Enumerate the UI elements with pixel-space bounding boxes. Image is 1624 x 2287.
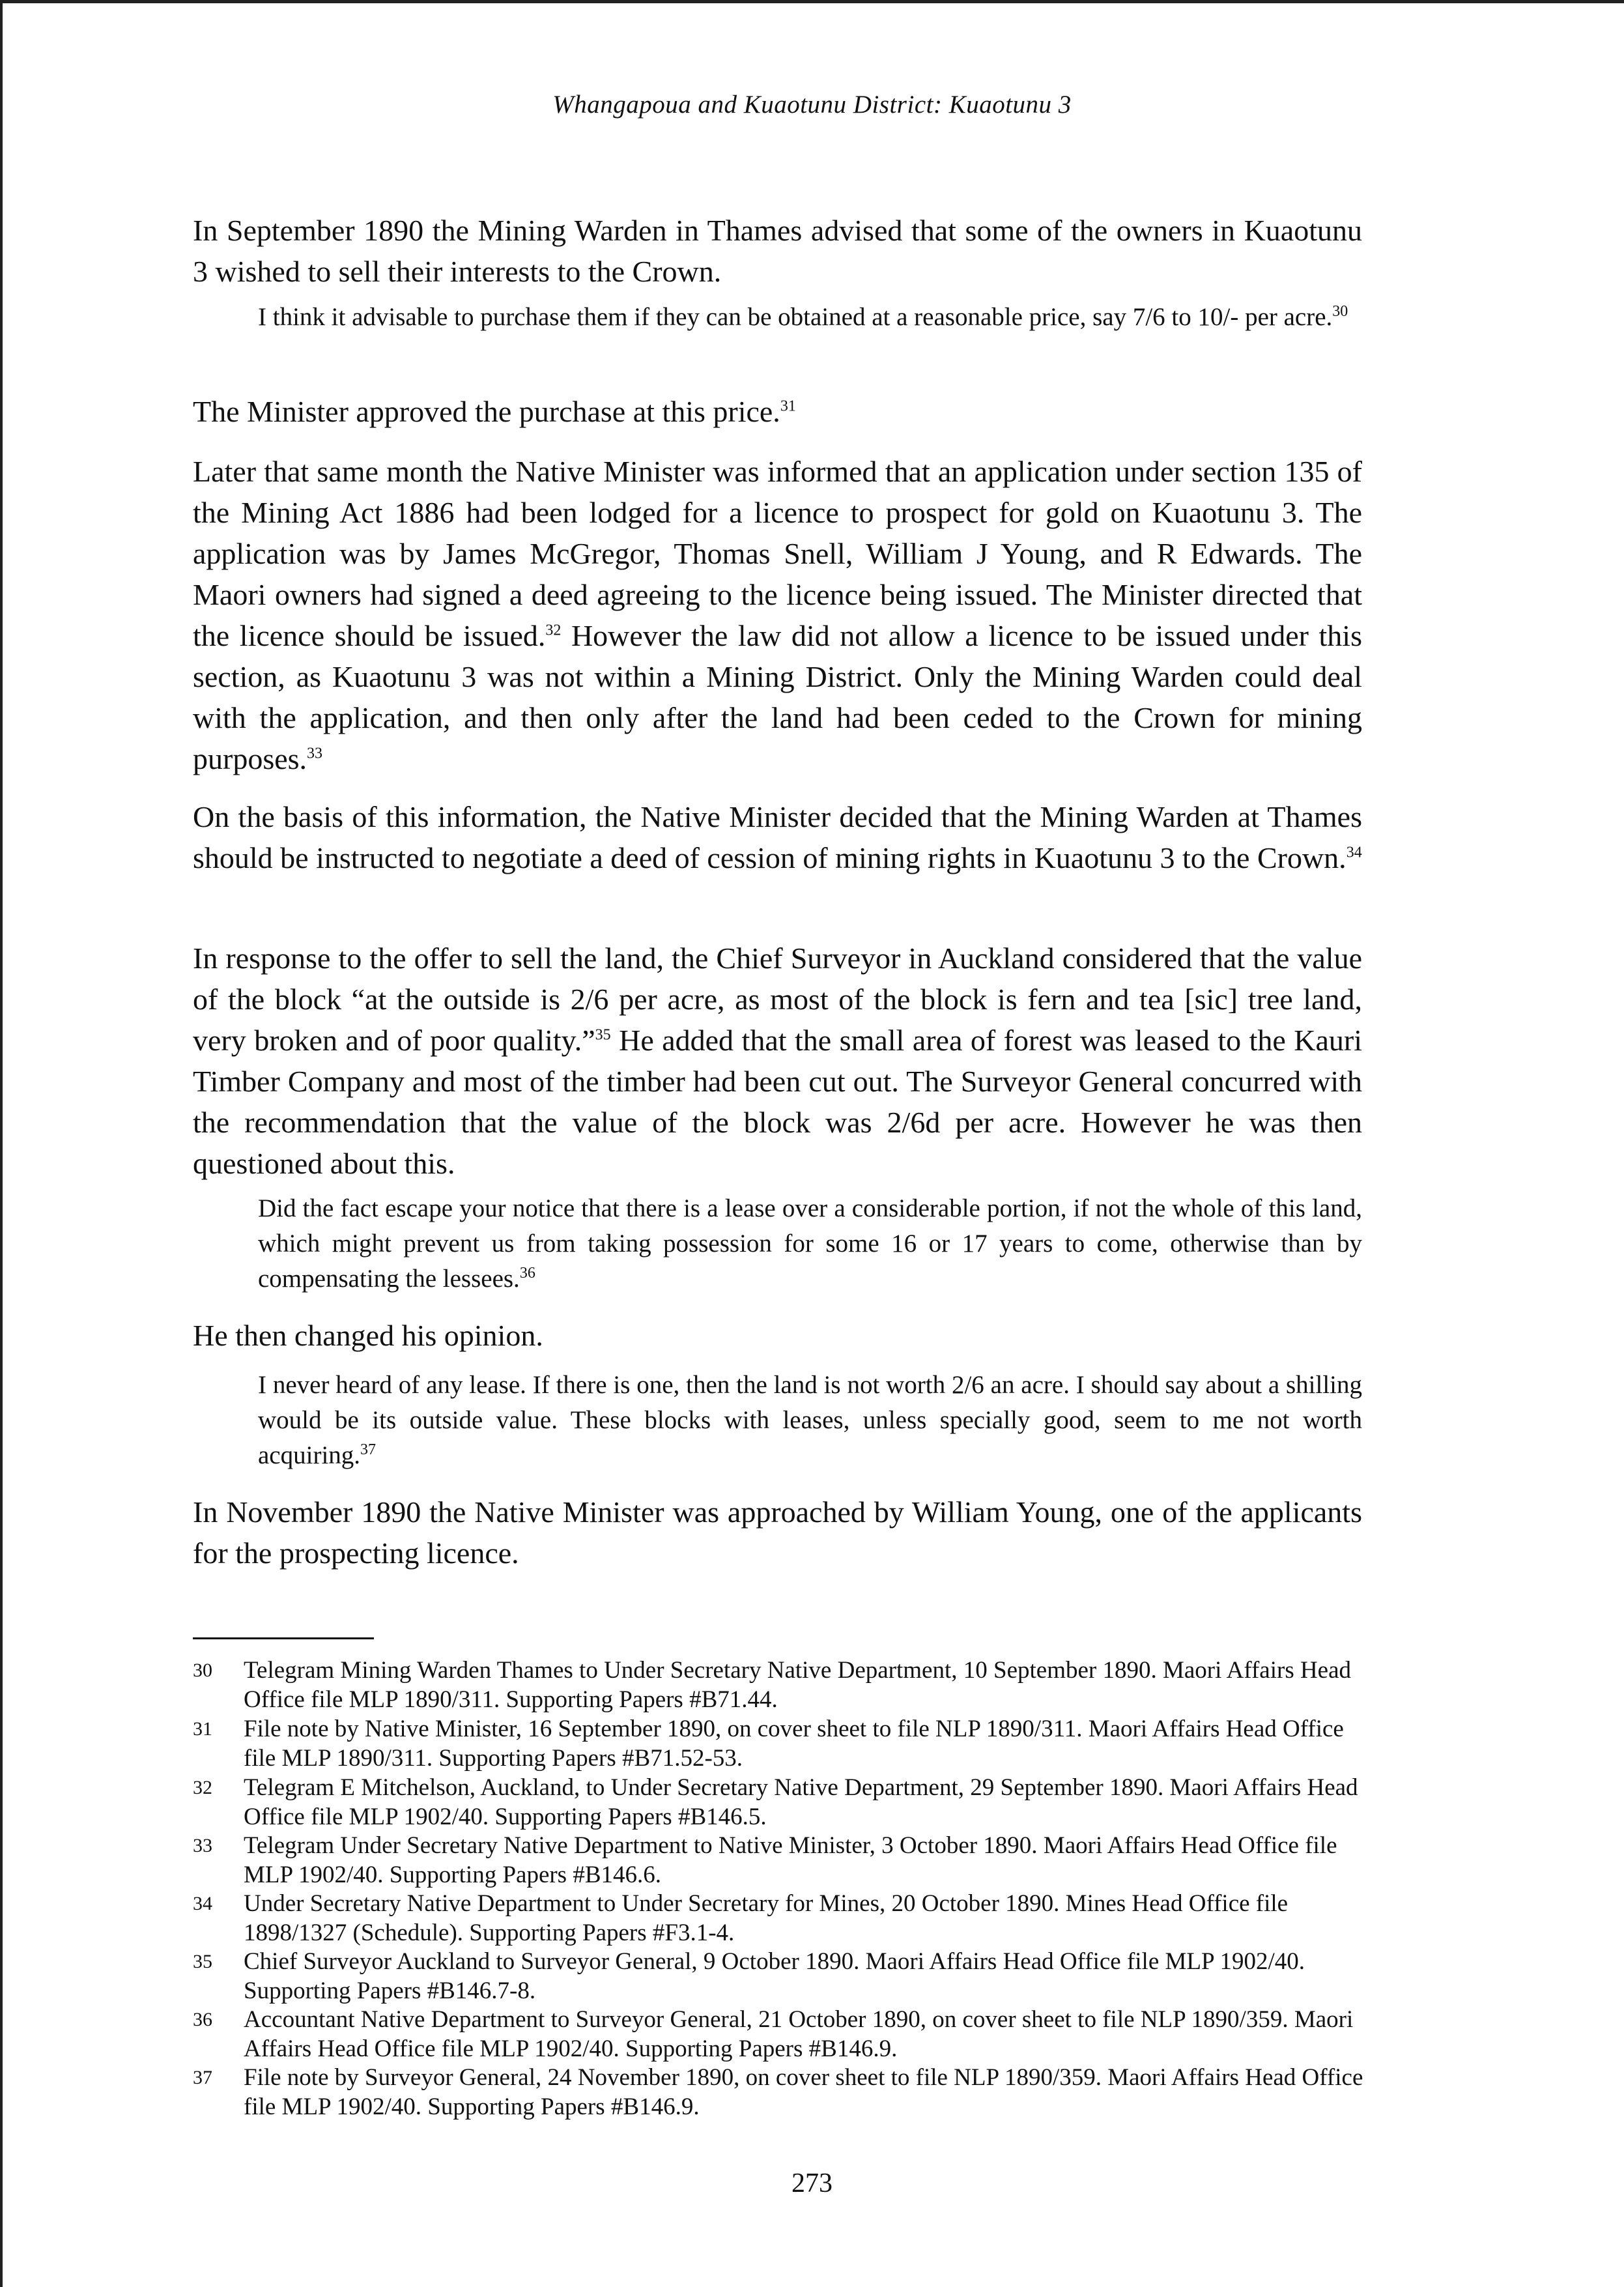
footnote-text: Accountant Native Department to Surveyor General, 21 October 1890, on cover sheet to file NLP 1890/359. Maori Affairs Head Office file MLP 1902/40. Supporting Papers #B146.9. [244,2006,1354,2062]
footnote [193,1656,1372,1714]
footnote-text: File note by Native Minister, 16 September 1890, on cover sheet to file NLP 1890/311. Maori Affairs Head Office file MLP 1890/311. Supporting Papers #B71.52-53. [244,1716,1344,1772]
footnote-ref: 37 [360,1441,377,1458]
footnote-ref: 36 [519,1265,535,1282]
footnote-number: 36 [193,2009,212,2030]
footnote [193,1831,1372,1890]
footnote-text: Telegram E Mitchelson, Auckland, to Under Secretary Native Department, 29 September 1890. Maori Affairs Head Office file MLP 1902/40. Supporting Papers #B146.5. [244,1774,1358,1830]
running-head: Whangapoua and Kuaotunu District: Kuaotunu 3 [552,91,1072,119]
footnote-number: 32 [193,1777,212,1798]
footnote-number: 34 [193,1893,212,1914]
paragraph: In November 1890 the Native Minister was approached by William Young, one of the applicants for the prospecting licence. [193,1495,1362,1570]
paragraph: Later that same month the Native Minister was informed that an application under section 135 of the Mining Act 1886 had been lodged for a licence to prospect for gold on Kuaotunu 3. The application was by James McGregor, Thomas Snell, William J Young, and R Edwards. The Maori owners had signed a deed agreeing to the licence being issued. The Minister directed that the licence should be issued.$^{32}$ However the law did not allow a licence to be issued under this section, as Kuaotunu 3 was not within a Mining District. Only the Mining Warden could deal with the application, and then only after the land had been ceded to the Crown for mining purposes.$^{33}$ [193,455,1362,775]
footnote-text: Telegram Under Secretary Native Department to Native Minister, 3 October 1890. Maori Affairs Head Office file MLP 1902/40. Supporting Papers #B146.6. [244,1832,1337,1888]
footnote [193,2005,1372,2064]
footnote-ref: 31 [780,397,796,415]
paragraph: The Minister approved the purchase at this price.$^{31}$ [193,395,796,428]
paragraph: In response to the offer to sell the land, the Chief Surveyor in Auckland considered that the value of the block “at the outside is 2/6 per acre, as most of the block is fern and tea [sic] tree land, very broken and of poor quality.”$^{35}$ He added that the small area of forest was leased to the Kauri Timber Company and most of the timber had been cut out. The Surveyor General concurred with the recommendation that the value of the block was 2/6d per acre. However he was then questioned about this. [193,942,1362,1180]
block-quote: I never heard of any lease. If there is one, then the land is not worth 2/6 an acre. I should say about a shilling would be its outside value. These blocks with leases, unless specially good, seem to me not worth acquiring.$^{37}$ [258,1371,1362,1469]
footnote-text: Chief Surveyor Auckland to Surveyor General, 9 October 1890. Maori Affairs Head Office file MLP 1902/40. Supporting Papers #B146.7-8. [244,1948,1305,2004]
footnote [193,1889,1372,1948]
block-quote: Did the fact escape your notice that there is a lease over a considerable portion, if not the whole of this land, which might prevent us from taking possession for some 16 or 17 years to come, otherwise than by compensating the lessees.$^{36}$ [258,1194,1362,1293]
paragraph: He then changed his opinion. [193,1319,543,1352]
footnote-number: 37 [193,2067,212,2088]
footnote [193,2063,1372,2122]
paragraph: In September 1890 the Mining Warden in Thames advised that some of the owners in Kuaotunu 3 wished to sell their interests to the Crown. [193,214,1362,288]
footnote-number: 31 [193,1718,212,1740]
footnote-number: 30 [193,1660,212,1681]
footnote [193,1714,1372,1773]
footnote-ref: 30 [1332,303,1348,320]
footnote [193,1773,1372,1832]
footnote [193,1947,1372,2006]
footnote-ref: 34 [1346,844,1362,861]
footnote-text: Under Secretary Native Department to Under Secretary for Mines, 20 October 1890. Mines Head Office file 1898/1327 (Schedule). Supporting Papers #F3.1-4. [244,1890,1289,1946]
footnote-number: 35 [193,1951,212,1972]
footnote-number: 33 [193,1835,212,1856]
block-quote: I think it advisable to purchase them if they can be obtained at a reasonable price, say 7/6 to 10/- per acre.$^{30}$ [258,303,1348,331]
page-left-border [0,0,3,2287]
footnote-ref: 33 [307,745,323,762]
footnote-divider [193,1637,374,1639]
footnote-ref: 32 [545,622,562,639]
page-number: 273 [791,2168,833,2198]
footnote-text: Telegram Mining Warden Thames to Under Secretary Native Department, 10 September 1890. Maori Affairs Head Office file MLP 1890/311. Supporting Papers #B71.44. [244,1657,1352,1713]
page-top-border [0,0,1624,3]
footnote-ref: 35 [595,1026,611,1044]
paragraph: On the basis of this information, the Native Minister decided that the Mining Warden at Thames should be instructed to negotiate a deed of cession of mining rights in Kuaotunu 3 to the Crown.$^{34}$ [193,800,1362,874]
footnote-text: File note by Surveyor General, 24 November 1890, on cover sheet to file NLP 1890/359. Maori Affairs Head Office file MLP 1902/40. Supporting Papers #B146.9. [244,2064,1363,2120]
